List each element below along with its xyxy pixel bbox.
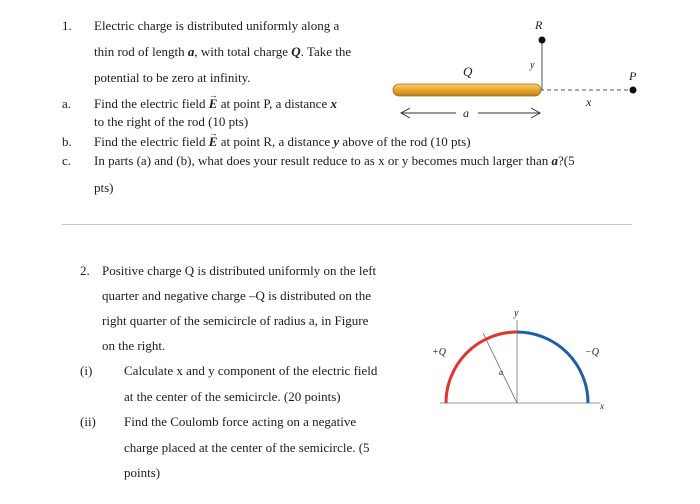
part-b-label: b. [62, 134, 72, 149]
label-y-axis: y [514, 308, 519, 319]
problem2-line4: on the right. [102, 338, 166, 353]
vector-E: → E [209, 96, 218, 112]
label-radius-a: a [499, 368, 503, 377]
problem2-number: 2. [80, 263, 90, 278]
part-ii-line2: charge placed at the center of the semicircle. (5 [124, 440, 370, 455]
negative-charge-arc [517, 332, 588, 403]
part-i-line1: Calculate x and y component of the electric field [124, 363, 378, 378]
problem1-statement-line3: potential to be zero at infinity. [94, 70, 251, 85]
part-a-line2: to the right of the rod (10 pts) [94, 114, 249, 129]
label-y: y [530, 60, 535, 71]
problem1-statement-line2: thin rod of length a, with total charge Q. Take the [94, 44, 352, 59]
part-c-line1: In parts (a) and (b), what does your result reduce to as x or y becomes much larger than a?(5 [94, 153, 575, 168]
var-Q: Q [291, 44, 301, 59]
label-x-axis: x [600, 401, 604, 411]
part-ii-line1: Find the Coulomb force acting on a negative [124, 414, 357, 429]
label-a: a [463, 106, 469, 120]
problem2-line1: Positive charge Q is distributed uniformly on the left [102, 263, 377, 278]
var-a: a [187, 44, 195, 59]
problem2-line3: right quarter of the semicircle of radius a, in Figure [102, 313, 369, 328]
label-Q: Q [463, 64, 473, 79]
problem2-line2: quarter and negative charge –Q is distributed on the [102, 288, 372, 303]
section-divider [62, 224, 632, 225]
part-i-label: (i) [80, 363, 93, 378]
label-R: R [535, 18, 543, 32]
part-c-line2: pts) [94, 180, 114, 195]
point-P [630, 87, 637, 94]
vector-E: → E [209, 134, 218, 150]
point-R [539, 37, 546, 44]
part-a-line1: Find the electric field → E at point P, a distance x [94, 96, 337, 112]
part-ii-label: (ii) [80, 414, 96, 429]
part-a-label: a. [62, 96, 72, 111]
problem1-statement-line1: Electric charge is distributed uniformly along a [94, 18, 340, 33]
label-plus-Q: +Q [432, 347, 446, 358]
part-b-text: Find the electric field → E at point R, a distance y above of the rod (10 pts) [94, 134, 471, 150]
positive-charge-arc [446, 332, 517, 403]
part-c-label: c. [62, 153, 72, 168]
label-x: x [586, 95, 592, 109]
charged-rod [393, 84, 541, 96]
label-minus-Q: −Q [585, 347, 599, 358]
label-P: P [629, 69, 637, 83]
problem1-number: 1. [62, 18, 72, 33]
part-i-line2: at the center of the semicircle. (20 points) [124, 389, 341, 404]
part-ii-line3: points) [124, 465, 161, 480]
